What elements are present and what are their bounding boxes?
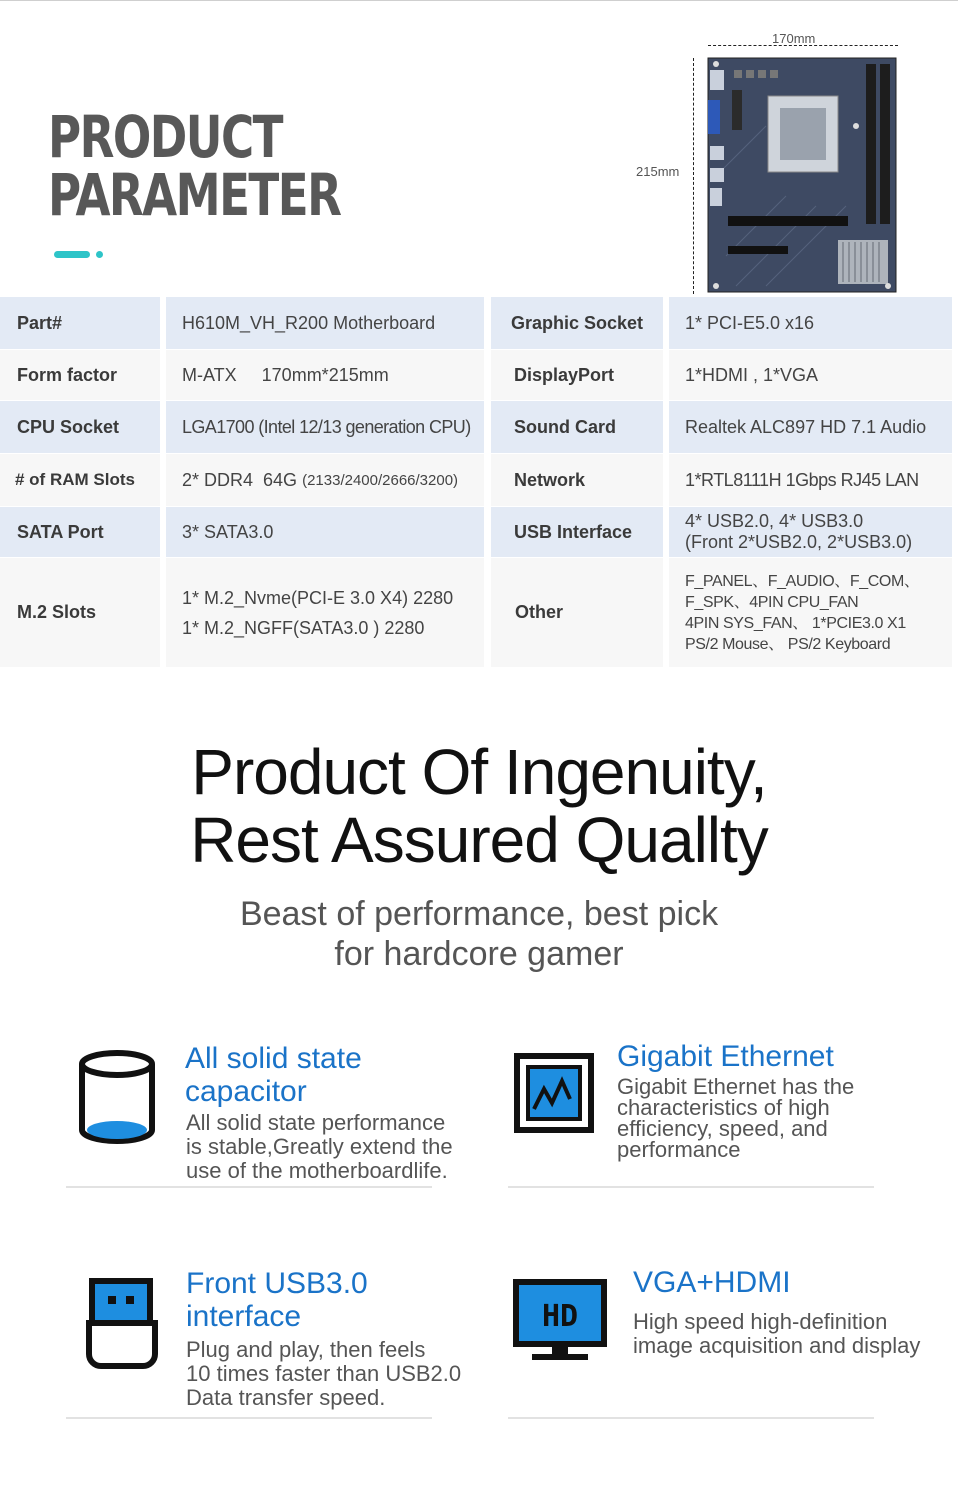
page-title	[48, 103, 368, 229]
spec-label-graphic-socket: Graphic Socket	[491, 297, 663, 349]
spec-value-displayport: 1*HDMI , 1*VGA	[669, 350, 952, 400]
spec-value-other-line: PS/2 Mouse、 PS/2 Keyboard	[685, 635, 891, 653]
spec-value-form-factor: M-ATX 170mm*215mm	[166, 350, 484, 400]
spec-label-cpu-socket: CPU Socket	[0, 401, 160, 453]
accent-dot	[96, 251, 103, 258]
spec-value-ram-slots	[166, 454, 484, 506]
spec-value-usb-line: (Front 2*USB2.0, 2*USB3.0)	[685, 532, 913, 552]
spec-value-m2-line: 1* M.2_NGFF(SATA3.0 ) 2280	[182, 617, 425, 638]
spec-value-other	[669, 558, 952, 667]
spec-label-displayport: DisplayPort	[491, 350, 663, 400]
feature-divider	[508, 1417, 874, 1419]
spec-label-usb-interface: USB Interface	[491, 507, 663, 557]
feature-desc-line: Gigabit Ethernet has the	[617, 1074, 855, 1099]
feature-desc-line: use of the motherboardlife.	[186, 1158, 448, 1183]
feature-divider	[66, 1417, 432, 1419]
feature-title-vga-hdmi	[633, 1266, 791, 1299]
feature-title-line: capacitor	[185, 1075, 307, 1108]
motherboard-image	[706, 56, 898, 294]
spec-value-ram-main: 2* DDR4 64G	[182, 469, 298, 490]
spec-label-network: Network	[491, 454, 663, 506]
headline-line1: Product Of Ingenuity,	[191, 736, 767, 808]
subheadline-line1: Beast of performance, best pick	[239, 895, 719, 933]
accent-bar	[54, 251, 90, 258]
feature-title-usb	[186, 1267, 368, 1333]
svg-text:HD: HD	[541, 1299, 579, 1334]
spec-label-sound-card: Sound Card	[491, 401, 663, 453]
spec-value-other-line: 4PIN SYS_FAN、 1*PCIE3.0 X1	[685, 614, 906, 632]
feature-desc-capacitor	[186, 1111, 453, 1183]
feature-title-ethernet	[617, 1040, 834, 1073]
spec-value-cpu-socket: LGA1700 (Intel 12/13 generation CPU)	[166, 401, 484, 453]
feature-desc-line: image acquisition and display	[633, 1333, 921, 1358]
headline	[0, 738, 958, 874]
height-dimension-line	[693, 58, 694, 294]
feature-divider	[66, 1186, 432, 1188]
spec-label-sata-port: SATA Port	[0, 507, 160, 557]
headline-line2: Rest Assured Quallty	[190, 804, 768, 876]
feature-desc-line: 10 times faster than USB2.0	[186, 1361, 462, 1386]
feature-title-line: interface	[186, 1300, 302, 1333]
usb-drive-icon	[84, 1278, 160, 1370]
spec-value-graphic-socket: 1* PCI-E5.0 x16	[669, 297, 952, 349]
feature-desc-line: Plug and play, then feels	[186, 1337, 426, 1362]
feature-desc-usb	[186, 1338, 461, 1410]
feature-desc-line: is stable,Greatly extend the	[186, 1134, 453, 1159]
hd-monitor-icon	[512, 1278, 608, 1364]
feature-desc-line: performance	[617, 1137, 741, 1162]
feature-desc-line: Data transfer speed.	[186, 1385, 386, 1410]
spec-value-other-line: F_PANEL、F_AUDIO、F_COM、	[685, 572, 920, 590]
width-dimension-label: 170mm	[772, 31, 816, 46]
subheadline-line2: for hardcore gamer	[334, 935, 624, 973]
spec-value-usb-line: 4* USB2.0, 4* USB3.0	[685, 511, 864, 531]
spec-value-m2-slots	[166, 558, 484, 667]
spec-label-other: Other	[491, 558, 663, 667]
spec-value-part: H610M_VH_R200 Motherboard	[166, 297, 484, 349]
feature-desc-line: characteristics of high	[617, 1095, 830, 1120]
spec-value-network: 1*RTL8111H 1Gbps RJ45 LAN	[669, 454, 952, 506]
spec-value-m2-line: 1* M.2_Nvme(PCI-E 3.0 X4) 2280	[182, 587, 454, 608]
spec-value-usb-interface	[669, 507, 952, 557]
feature-title-line: All solid state	[185, 1042, 362, 1075]
height-dimension-label: 215mm	[636, 164, 680, 179]
feature-title-line: Gigabit Ethernet	[617, 1040, 834, 1073]
spec-label-ram-slots: # of RAM Slots	[0, 454, 160, 506]
feature-desc-vga-hdmi	[633, 1310, 920, 1358]
spec-label-m2-slots: M.2 Slots	[0, 558, 160, 667]
feature-desc-line: High speed high-definition	[633, 1309, 888, 1334]
spec-value-ram-speeds: (2133/2400/2666/3200)	[302, 471, 459, 489]
feature-title-line: VGA+HDMI	[633, 1266, 791, 1299]
feature-title-line: Front USB3.0	[186, 1267, 368, 1300]
feature-divider	[508, 1186, 874, 1188]
ethernet-monitor-icon	[514, 1053, 594, 1133]
feature-desc-ethernet	[617, 1076, 854, 1160]
page-title-line2: PARAMETER	[48, 161, 341, 229]
feature-desc-line: All solid state performance	[186, 1110, 446, 1135]
page-title-line1: PRODUCT	[48, 103, 282, 171]
top-rule	[0, 0, 958, 1]
feature-desc-line: efficiency, speed, and	[617, 1116, 828, 1141]
subheadline	[0, 894, 958, 974]
spec-value-sata-port: 3* SATA3.0	[166, 507, 484, 557]
spec-value-sound-card: Realtek ALC897 HD 7.1 Audio	[669, 401, 952, 453]
spec-value-other-line: F_SPK、4PIN CPU_FAN	[685, 593, 859, 611]
spec-label-form-factor: Form factor	[0, 350, 160, 400]
feature-title-capacitor	[185, 1042, 362, 1108]
spec-table	[0, 297, 958, 667]
capacitor-icon	[76, 1050, 158, 1146]
spec-label-part: Part#	[0, 297, 160, 349]
